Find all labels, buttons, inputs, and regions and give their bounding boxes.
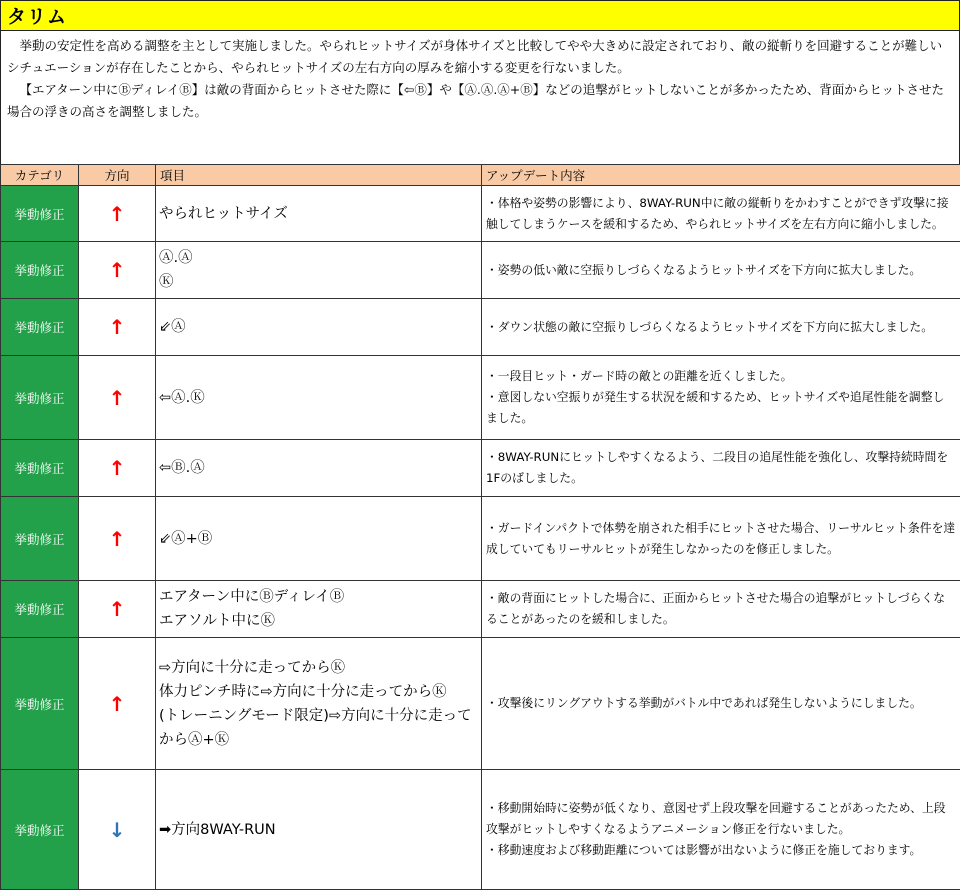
table-row (1, 581, 960, 638)
content-cell: ・攻撃後にリングアウトする挙動がバトル中であれば発生しないようにしました。 (482, 638, 960, 770)
category-cell: 挙動修正 (1, 497, 79, 581)
direction-up-icon: ↑ (79, 242, 156, 299)
table-row (1, 440, 960, 497)
category-cell: 挙動修正 (1, 299, 79, 356)
table-header-row (1, 165, 960, 186)
direction-up-icon: ↑ (79, 440, 156, 497)
category-cell: 挙動修正 (1, 356, 79, 440)
content-cell: ・一段目ヒット・ガード時の敵との距離を近くしました。 ・意図しない空振りが発生する状況を緩和するため、ヒットサイズや追尾性能を調整しました。 (482, 356, 960, 440)
item-cell: ⇨方向に十分に走ってからⓀ 体力ピンチ時に⇨方向に十分に走ってからⓀ (トレーニングモード限定)⇨方向に十分に走ってからⒶ+Ⓚ (156, 638, 482, 770)
item-cell: ⇦Ⓑ.Ⓐ (156, 440, 482, 497)
table-row (1, 497, 960, 581)
direction-up-icon: ↑ (79, 299, 156, 356)
item-cell: ⇦Ⓐ.Ⓚ (156, 356, 482, 440)
category-cell: 挙動修正 (1, 581, 79, 638)
content-cell: ・ダウン状態の敵に空振りしづらくなるようヒットサイズを下方向に拡大しました。 (482, 299, 960, 356)
direction-up-icon: ↑ (79, 186, 156, 242)
table-row (1, 638, 960, 770)
character-title-bar (0, 0, 960, 31)
category-cell: 挙動修正 (1, 186, 79, 242)
header-content: アップデート内容 (482, 165, 960, 186)
item-cell: ⇙Ⓐ (156, 299, 482, 356)
intro-paragraph: 挙動の安定性を高める調整を主として実施しました。やられヒットサイズが身体サイズと比較してやや大きめに設定されており、敵の縦斬りを回避することが難しいシチュエーションが存在したことから、やられヒットサイズの左右方向の厚みを縮小する変更を行ないました。 (7, 38, 943, 75)
item-cell: エアターン中にⒷディレイⒷ エアソルト中にⓀ (156, 581, 482, 638)
item-cell: ⇙Ⓐ+Ⓑ (156, 497, 482, 581)
content-cell: ・姿勢の低い敵に空振りしづらくなるようヒットサイズを下方向に拡大しました。 (482, 242, 960, 299)
table-row (1, 356, 960, 440)
item-cell: Ⓐ.Ⓐ Ⓚ (156, 242, 482, 299)
direction-down-icon: ↓ (79, 770, 156, 890)
update-table (0, 164, 960, 890)
header-category: カテゴリ (1, 165, 79, 186)
item-cell: やられヒットサイズ (156, 186, 482, 242)
intro-paragraph: 【エアターン中にⒷディレイⒷ】は敵の背面からヒットさせた際に【⇦Ⓑ】や【Ⓐ.Ⓐ.Ⓐ+Ⓑ】などの追撃がヒットしないことが多かったため、背面からヒットさせた場合の浮きの高さを調整しました。 (7, 82, 945, 119)
category-cell: 挙動修正 (1, 242, 79, 299)
intro-section (0, 31, 960, 164)
content-cell: ・移動開始時に姿勢が低くなり、意図せず上段攻撃を回避することがあったため、上段攻撃がヒットしやすくなるようアニメーション修正を行ないました。 ・移動速度および移動距離については影響が出ないように修正を施しております。 (482, 770, 960, 890)
category-cell: 挙動修正 (1, 770, 79, 890)
direction-up-icon: ↑ (79, 638, 156, 770)
header-direction: 方向 (79, 165, 156, 186)
direction-up-icon: ↑ (79, 356, 156, 440)
content-cell: ・敵の背面にヒットした場合に、正面からヒットさせた場合の追撃がヒットしづらくなることがあったのを緩和しました。 (482, 581, 960, 638)
category-cell: 挙動修正 (1, 638, 79, 770)
table-row (1, 186, 960, 242)
direction-up-icon: ↑ (79, 581, 156, 638)
direction-up-icon: ↑ (79, 497, 156, 581)
table-row (1, 299, 960, 356)
content-cell: ・8WAY-RUNにヒットしやすくなるよう、二段目の追尾性能を強化し、攻撃持続時間を1Fのばしました。 (482, 440, 960, 497)
table-row (1, 242, 960, 299)
character-name: タリム (7, 6, 68, 28)
item-cell: ➡方向8WAY-RUN (156, 770, 482, 890)
table-row (1, 770, 960, 890)
content-cell: ・ガードインパクトで体勢を崩された相手にヒットさせた場合、リーサルヒット条件を達成していてもリーサルヒットが発生しなかったのを修正しました。 (482, 497, 960, 581)
header-item: 項目 (156, 165, 482, 186)
content-cell: ・体格や姿勢の影響により、8WAY-RUN中に敵の縦斬りをかわすことができず攻撃に接触してしまうケースを緩和するため、やられヒットサイズを左右方向に縮小しました。 (482, 186, 960, 242)
category-cell: 挙動修正 (1, 440, 79, 497)
